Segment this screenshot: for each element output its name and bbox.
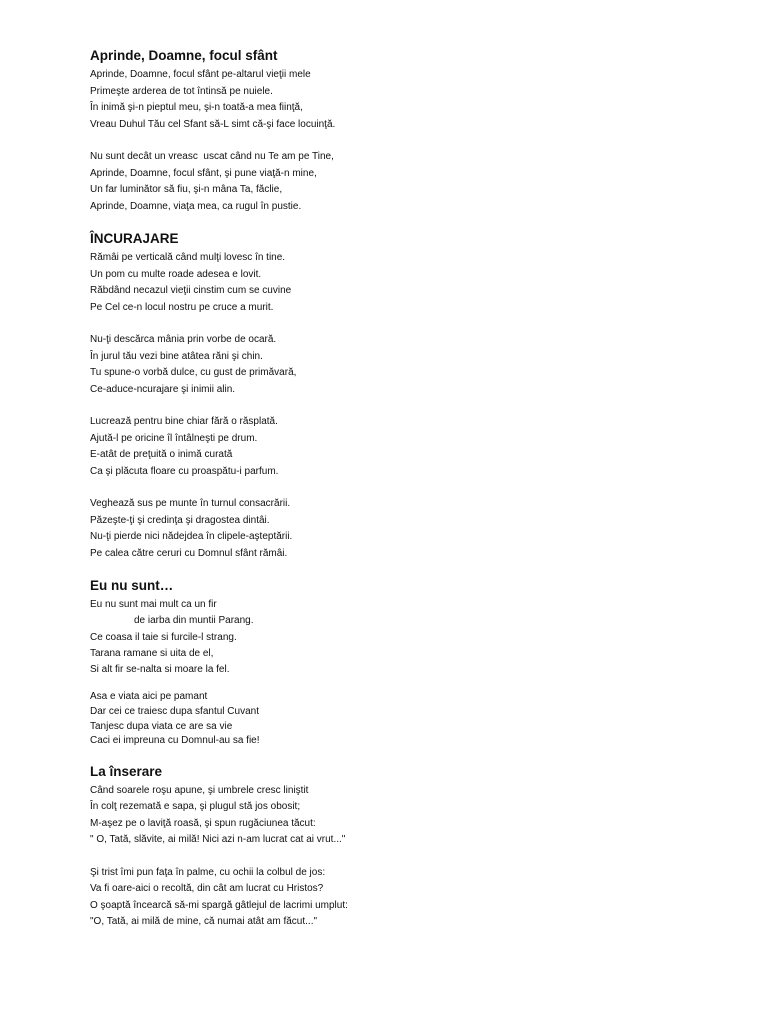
poem-line: Vreau Duhul Tău cel Sfant să-L simt că-şi face locuinţă.: [90, 118, 336, 130]
document-page: [90, 46, 710, 931]
stanza: [90, 67, 710, 133]
poem-line: Un far luminător să fiu, şi-n mâna Ta, făclie,: [90, 184, 283, 195]
poem-line: Tanjesc dupa viata ce are sa vie: [90, 720, 233, 732]
stanza: [90, 597, 710, 678]
poem-aprinde-doamne: [90, 46, 710, 215]
poem-line: Nu-ţi pierde nici nădejdea în clipele-aşteptării.: [90, 531, 293, 542]
poem-line: M-aşez pe o laviţă roasă, şi spun rugăciunea tăcut:: [90, 817, 316, 829]
poem-title: Aprinde, Doamne, focul sfânt: [90, 48, 278, 63]
poem-line: În inimă şi-n pieptul meu, şi-n toată-a mea fiinţă,: [90, 102, 303, 113]
stanza: [90, 250, 710, 316]
poem-line: Dar cei ce traiesc dupa sfantul Cuvant: [90, 706, 259, 718]
poem-line: Tu spune-o vorbă dulce, cu gust de primăvară,: [90, 367, 297, 378]
stanza: [90, 690, 710, 748]
poem-line: Pe calea către ceruri cu Domnul sfânt rămâi.: [90, 547, 288, 559]
poem-line: Nu sunt decât un vreasc uscat când nu Te am pe Tine,: [90, 151, 334, 162]
poem-eu-nu-sunt: [90, 576, 710, 749]
poem-line: Ce coasa il taie si furcile-l strang.: [90, 631, 237, 643]
poem-title: Eu nu sunt…: [90, 578, 174, 593]
poem-line: Ca şi plăcuta floare cu proaspătu-i parfum.: [90, 465, 279, 477]
poem-la-inserare: [90, 762, 710, 931]
poem-line: Asa e viata aici pe pamant: [90, 691, 208, 703]
poem-line: Va fi oare-aici o recoltă, din cât am lucrat cu Hristos?: [90, 883, 324, 895]
poem-line: Aprinde, Doamne, focul sfânt, şi pune viaţă-n mine,: [90, 167, 317, 179]
poem-line: În colţ rezemată e sapa, şi plugul stă jos obosit;: [90, 801, 301, 813]
poem-line: Caci ei impreuna cu Domnul-au sa fie!: [90, 735, 260, 747]
poem-line: Primeşte arderea de tot întinsă pe nuiele.: [90, 85, 273, 97]
poem-line: Eu nu sunt mai mult ca un fir: [90, 599, 217, 610]
poem-line: Lucrează pentru bine chiar fără o răsplată.: [90, 416, 278, 427]
stanza: [90, 783, 710, 849]
poem-line: "O, Tată, ai milă de mine, că numai atât am făcut...": [90, 916, 318, 928]
poem-line: Rămâi pe verticală când mulţi lovesc în tine.: [90, 252, 286, 263]
poem-title: La înserare: [90, 763, 163, 779]
poem-line: Ajută-l pe oricine îl întâlneşti pe drum.: [90, 432, 258, 444]
poem-line: Păzeşte-ţi şi credinţa şi dragostea dintâi.: [90, 514, 270, 526]
poem-line: Nu-ţi descărca mânia prin vorbe de ocară.: [90, 334, 277, 345]
poem-line: E-atât de preţuită o inimă curată: [90, 449, 233, 460]
poem-line: Ce-aduce-ncurajare şi inimii alin.: [90, 383, 236, 395]
poem-line: Aprinde, Doamne, focul sfânt pe-altarul vieţii mele: [90, 69, 311, 80]
poem-line: Veghează sus pe munte în turnul consacrării.: [90, 498, 291, 509]
poem-line: O şoaptă încearcă să-mi spargă gâtlejul de lacrimi umplut:: [90, 899, 348, 911]
poem-line: de iarba din muntii Parang.: [134, 615, 254, 627]
poem-incurajare: [90, 229, 710, 562]
poem-line: Când soarele roşu apune, şi umbrele cresc liniştit: [90, 784, 309, 796]
poem-line: Şi trist îmi pun faţa în palme, cu ochii la colbul de jos:: [90, 866, 326, 878]
poem-line: Pe Cel ce-n locul nostru pe cruce a murit.: [90, 301, 274, 313]
poem-line: Răbdând necazul vieţii cinstim cum se cuvine: [90, 285, 292, 296]
poem-line: Si alt fir se-nalta si moare la fel.: [90, 664, 230, 676]
poem-title: ÎNCURAJARE: [90, 231, 179, 246]
stanza: [90, 149, 710, 215]
poem-line: Aprinde, Doamne, viaţa mea, ca rugul în pustie.: [90, 200, 302, 212]
poem-line: " O, Tată, slăvite, ai milă! Nici azi n-am lucrat cat ai vrut...": [90, 834, 346, 846]
poem-line: Tarana ramane si uita de el,: [90, 647, 214, 659]
stanza: [90, 332, 710, 398]
poem-line: În jurul tău vezi bine atâtea răni şi chin.: [90, 350, 263, 362]
stanza: [90, 414, 710, 480]
stanza: [90, 865, 710, 931]
poem-line: Un pom cu multe roade adesea e lovit.: [90, 268, 262, 280]
stanza: [90, 496, 710, 562]
